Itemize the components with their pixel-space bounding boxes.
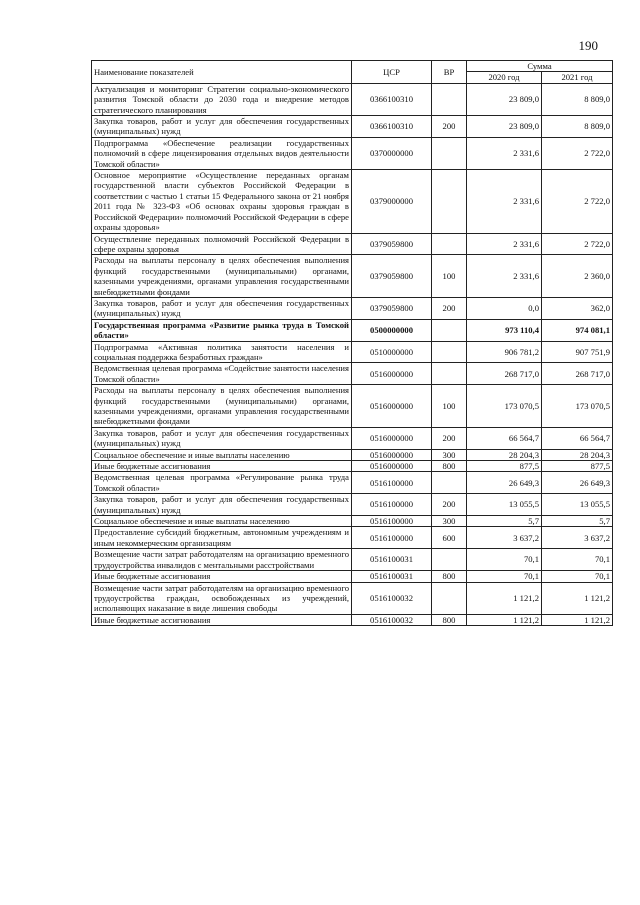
page-number: 190: [578, 38, 598, 53]
row-csr: 0516100032: [352, 614, 432, 625]
row-sum-2021: 26 649,3: [542, 472, 613, 494]
row-csr: 0516100000: [352, 527, 432, 549]
row-vr: 200: [432, 494, 467, 516]
row-csr: 0516100031: [352, 549, 432, 571]
row-csr: 0516100000: [352, 494, 432, 516]
row-sum-2020: 3 637,2: [467, 527, 542, 549]
row-vr: 300: [432, 516, 467, 527]
header-name: Наименование показателей: [92, 61, 352, 84]
table-row: [92, 449, 613, 460]
table-row: [92, 137, 613, 169]
row-sum-2020: 2 331,6: [467, 137, 542, 169]
row-sum-2020: 2 331,6: [467, 170, 542, 233]
row-sum-2020: 268 717,0: [467, 363, 542, 385]
row-sum-2020: 2 331,6: [467, 233, 542, 255]
table-row: [92, 614, 613, 625]
row-sum-2020: 23 809,0: [467, 116, 542, 138]
row-vr: 100: [432, 385, 467, 428]
row-csr: 0516000000: [352, 363, 432, 385]
row-sum-2020: 13 055,5: [467, 494, 542, 516]
row-vr: [432, 582, 467, 614]
row-sum-2020: 877,5: [467, 461, 542, 472]
table-row: [92, 255, 613, 298]
row-sum-2020: 1 121,2: [467, 614, 542, 625]
row-name: Расходы на выплаты персоналу в целях обеспечения выполнения функций государственными (муниципальными) органами, казенными учреждениями, органами управления государственными внебюджетными фондами: [92, 255, 352, 298]
row-vr: 300: [432, 449, 467, 460]
row-csr: 0510000000: [352, 341, 432, 363]
table-row: [92, 461, 613, 472]
table-row: [92, 116, 613, 138]
row-name: Иные бюджетные ассигнования: [92, 571, 352, 582]
row-sum-2020: 28 204,3: [467, 449, 542, 460]
row-csr: 0516000000: [352, 427, 432, 449]
row-name: Осуществление переданных полномочий Российской Федерации в сфере охраны здоровья: [92, 233, 352, 255]
row-csr: 0379059800: [352, 233, 432, 255]
row-sum-2021: 2 722,0: [542, 170, 613, 233]
table-row: [92, 363, 613, 385]
row-vr: 800: [432, 571, 467, 582]
row-sum-2021: 5,7: [542, 516, 613, 527]
row-vr: 100: [432, 255, 467, 298]
table-row: [92, 516, 613, 527]
header-year-2020: 2020 год: [467, 72, 542, 83]
row-vr: 200: [432, 116, 467, 138]
row-vr: [432, 170, 467, 233]
budget-table: [91, 60, 613, 626]
row-sum-2020: 1 121,2: [467, 582, 542, 614]
row-vr: [432, 319, 467, 341]
row-sum-2021: 877,5: [542, 461, 613, 472]
row-name: Возмещение части затрат работодателям на организацию временного трудоустройства граждан, освобожденных из учреждений, исполняющих наказание в виде лишения свободы: [92, 582, 352, 614]
row-sum-2021: 28 204,3: [542, 449, 613, 460]
row-vr: [432, 363, 467, 385]
row-vr: 200: [432, 297, 467, 319]
table-row: [92, 472, 613, 494]
header-vr: ВР: [432, 61, 467, 84]
header-csr: ЦСР: [352, 61, 432, 84]
row-sum-2021: 907 751,9: [542, 341, 613, 363]
row-csr: 0379059800: [352, 255, 432, 298]
row-name: Ведомственная целевая программа «Содействие занятости населения Томской области»: [92, 363, 352, 385]
row-name: Социальное обеспечение и иные выплаты населению: [92, 516, 352, 527]
row-sum-2021: 66 564,7: [542, 427, 613, 449]
row-name: Актуализация и мониторинг Стратегии социально-экономического развития Томской области до 2030 года и внедрение методов стратегического планирования: [92, 83, 352, 115]
table-row: [92, 527, 613, 549]
row-csr: 0366100310: [352, 116, 432, 138]
table-row: [92, 297, 613, 319]
table-row: [92, 582, 613, 614]
row-vr: [432, 233, 467, 255]
row-vr: [432, 137, 467, 169]
table-row: [92, 170, 613, 233]
row-vr: 800: [432, 461, 467, 472]
row-csr: 0516100000: [352, 472, 432, 494]
row-sum-2021: 1 121,2: [542, 582, 613, 614]
row-vr: [432, 549, 467, 571]
row-name: Иные бюджетные ассигнования: [92, 461, 352, 472]
row-sum-2020: 973 110,4: [467, 319, 542, 341]
row-sum-2020: 26 649,3: [467, 472, 542, 494]
table-row: [92, 427, 613, 449]
row-sum-2020: 70,1: [467, 571, 542, 582]
row-name: Ведомственная целевая программа «Регулирование рынка труда Томской области»: [92, 472, 352, 494]
row-sum-2021: 8 809,0: [542, 83, 613, 115]
row-sum-2020: 173 070,5: [467, 385, 542, 428]
row-sum-2020: 70,1: [467, 549, 542, 571]
row-csr: 0516100032: [352, 582, 432, 614]
table-body: [92, 83, 613, 625]
table-row: [92, 385, 613, 428]
row-name: Возмещение части затрат работодателям на организацию временного трудоустройства инвалидов с ментальными расстройствами: [92, 549, 352, 571]
row-name: Подпрограмма «Обеспечение реализации государственных полномочий в сфере лицензирования отдельных видов деятельности Томской области»: [92, 137, 352, 169]
row-sum-2020: 2 331,6: [467, 255, 542, 298]
table-row: [92, 549, 613, 571]
row-sum-2021: 70,1: [542, 571, 613, 582]
row-csr: 0516100031: [352, 571, 432, 582]
header-year-2021: 2021 год: [542, 72, 613, 83]
row-sum-2021: 13 055,5: [542, 494, 613, 516]
table-row: [92, 319, 613, 341]
table-row: [92, 341, 613, 363]
row-sum-2021: 173 070,5: [542, 385, 613, 428]
row-csr: 0516000000: [352, 385, 432, 428]
row-sum-2020: 23 809,0: [467, 83, 542, 115]
row-sum-2021: 268 717,0: [542, 363, 613, 385]
row-name: Основное мероприятие «Осуществление переданных органам государственной власти субъектов Российской Федерации в соответствии с частью 1 статьи 15 Федерального закона от 21 ноября 2011 года № 323-ФЗ «Об основах охраны здоровья граждан в Российской Федерации» полномочий Российской Федерации в сфере охраны здоровья»: [92, 170, 352, 233]
row-vr: [432, 472, 467, 494]
row-sum-2020: 5,7: [467, 516, 542, 527]
row-sum-2021: 362,0: [542, 297, 613, 319]
row-name: Предоставление субсидий бюджетным, автономным учреждениям и иным некоммерческим организациям: [92, 527, 352, 549]
row-name: Закупка товаров, работ и услуг для обеспечения государственных (муниципальных) нужд: [92, 427, 352, 449]
row-csr: 0366100310: [352, 83, 432, 115]
table-row: [92, 83, 613, 115]
row-vr: [432, 83, 467, 115]
row-name: Закупка товаров, работ и услуг для обеспечения государственных (муниципальных) нужд: [92, 116, 352, 138]
row-name: Государственная программа «Развитие рынка труда в Томской области»: [92, 319, 352, 341]
row-name: Расходы на выплаты персоналу в целях обеспечения выполнения функций государственными (муниципальными) органами, казенными учреждениями, органами управления государственными внебюджетными фондами: [92, 385, 352, 428]
row-vr: 200: [432, 427, 467, 449]
row-sum-2021: 1 121,2: [542, 614, 613, 625]
table-header: [92, 61, 613, 84]
row-csr: 0516000000: [352, 461, 432, 472]
row-name: Социальное обеспечение и иные выплаты населению: [92, 449, 352, 460]
row-name: Закупка товаров, работ и услуг для обеспечения государственных (муниципальных) нужд: [92, 297, 352, 319]
row-csr: 0379059800: [352, 297, 432, 319]
row-name: Закупка товаров, работ и услуг для обеспечения государственных (муниципальных) нужд: [92, 494, 352, 516]
row-csr: 0500000000: [352, 319, 432, 341]
table-row: [92, 233, 613, 255]
row-csr: 0370000000: [352, 137, 432, 169]
row-vr: 600: [432, 527, 467, 549]
row-sum-2021: 2 360,0: [542, 255, 613, 298]
row-csr: 0516000000: [352, 449, 432, 460]
row-sum-2021: 974 081,1: [542, 319, 613, 341]
row-sum-2020: 906 781,2: [467, 341, 542, 363]
table-row: [92, 571, 613, 582]
row-sum-2020: 66 564,7: [467, 427, 542, 449]
row-sum-2021: 8 809,0: [542, 116, 613, 138]
row-sum-2021: 2 722,0: [542, 137, 613, 169]
row-sum-2020: 0,0: [467, 297, 542, 319]
row-sum-2021: 2 722,0: [542, 233, 613, 255]
row-sum-2021: 3 637,2: [542, 527, 613, 549]
table-row: [92, 494, 613, 516]
header-sum: Сумма: [467, 61, 613, 72]
row-sum-2021: 70,1: [542, 549, 613, 571]
row-csr: 0516100000: [352, 516, 432, 527]
row-name: Подпрограмма «Активная политика занятости населения и социальная поддержка безработных граждан»: [92, 341, 352, 363]
row-name: Иные бюджетные ассигнования: [92, 614, 352, 625]
row-vr: 800: [432, 614, 467, 625]
row-vr: [432, 341, 467, 363]
row-csr: 0379000000: [352, 170, 432, 233]
